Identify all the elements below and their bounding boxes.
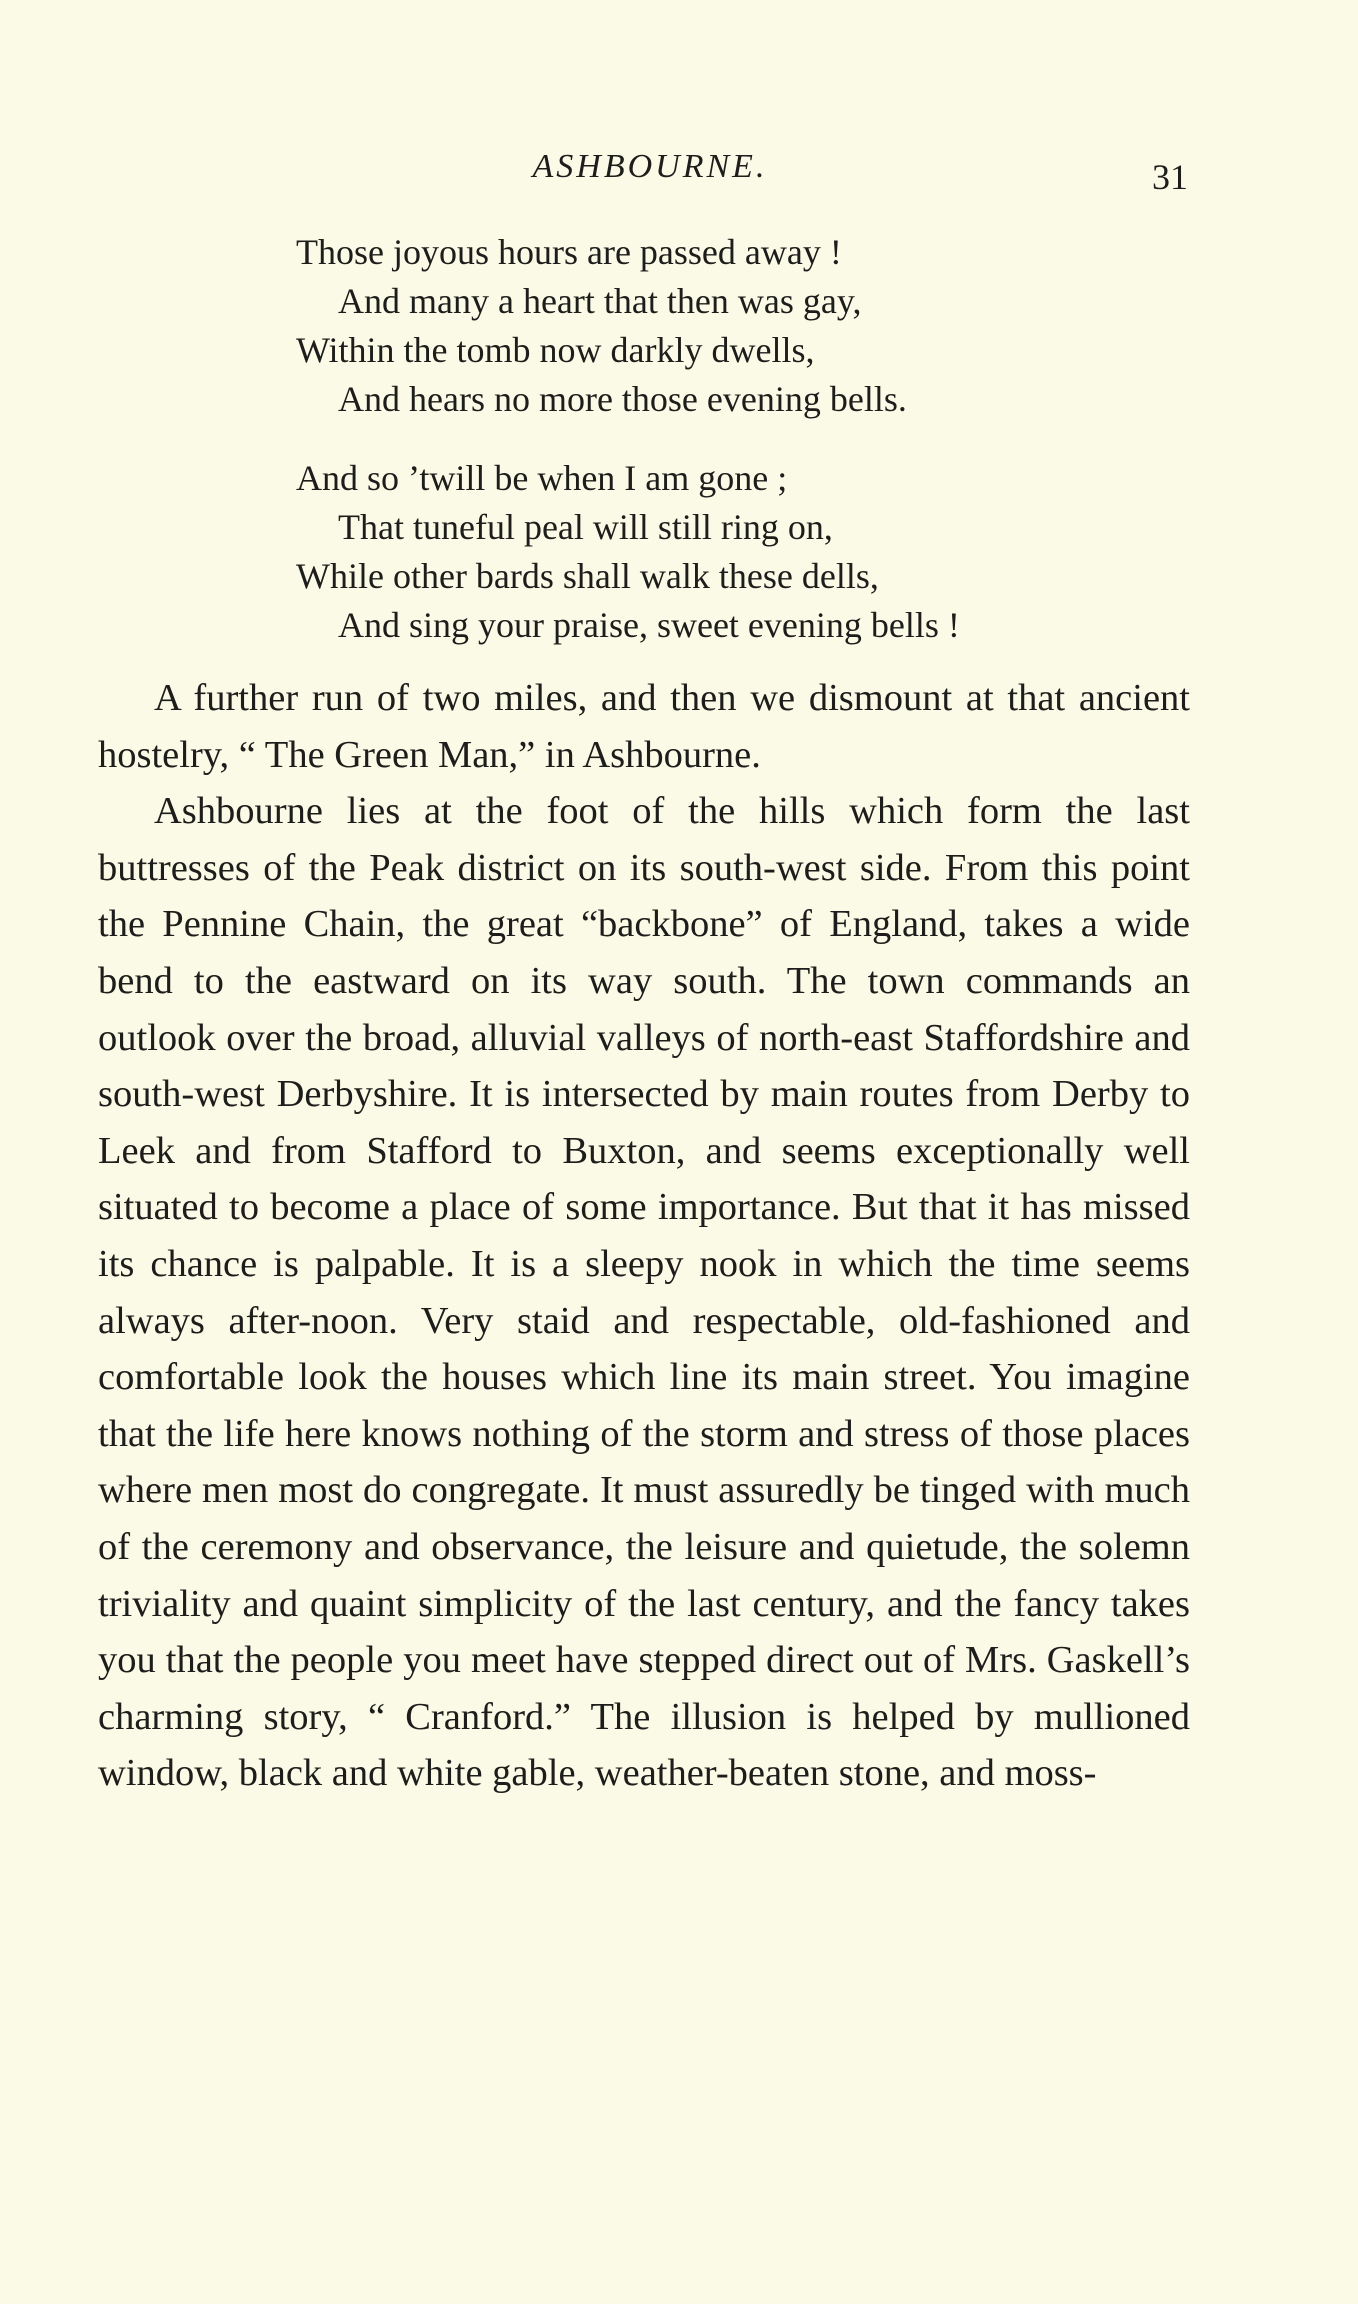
poem [296, 228, 1196, 680]
verse-line: And hears no more those evening bells. [338, 379, 907, 419]
verse-line: And so ’twill be when I am gone ; [296, 458, 788, 498]
verse-line: And many a heart that then was gay, [338, 281, 862, 321]
paragraph-ashbourne: Ashbourne lies at the foot of the hills which form the last buttresses of the Peak district on its south-west side. From this point the Pennine Chain, the great “backbone” of England, takes a wide bend to the eastward on its way south. The town commands an outlook over the broad, alluvial valleys of north-east Staffordshire and south-west Derbyshire. It is intersected by main routes from Derby to Leek and from Stafford to Buxton, and seems exceptionally well situated to become a place of some importance. But that it has missed its chance is palpable. It is a sleepy nook in which the time seems always after-noon. Very staid and respectable, old-fashioned and comfortable look the houses which line its main street. You imagine that the life here knows nothing of the storm and stress of those places where men most do congregate. It must assuredly be tinged with much of the ceremony and observance, the leisure and quietude, the solemn triviality and quaint simplicity of the last century, and the fancy takes you that the people you meet have stepped direct out of Mrs. Gaskell’s charming story, “ Cranford.” The illusion is helped by mullioned window, black and white gable, weather-beaten stone, and moss- [98, 790, 1190, 1795]
verse-line: Within the tomb now darkly dwells, [296, 330, 815, 370]
stanza-2 [296, 454, 1196, 650]
stanza-1 [296, 228, 1196, 424]
verse-line: And sing your praise, sweet evening bells ! [338, 605, 960, 645]
verse-line: That tuneful peal will still ring on, [338, 507, 833, 547]
paragraph-arrival: A further run of two miles, and then we dismount at that ancient hostelry, “ The Green Man,” in Ashbourne. [98, 677, 1190, 776]
chapter-title: ASHBOURNE. [532, 148, 768, 185]
verse-line: Those joyous hours are passed away ! [296, 232, 842, 272]
running-head [0, 148, 1358, 200]
page-number: 31 [1152, 157, 1188, 197]
verse-line: While other bards shall walk these dells, [296, 556, 879, 596]
body-text [98, 670, 1190, 1802]
